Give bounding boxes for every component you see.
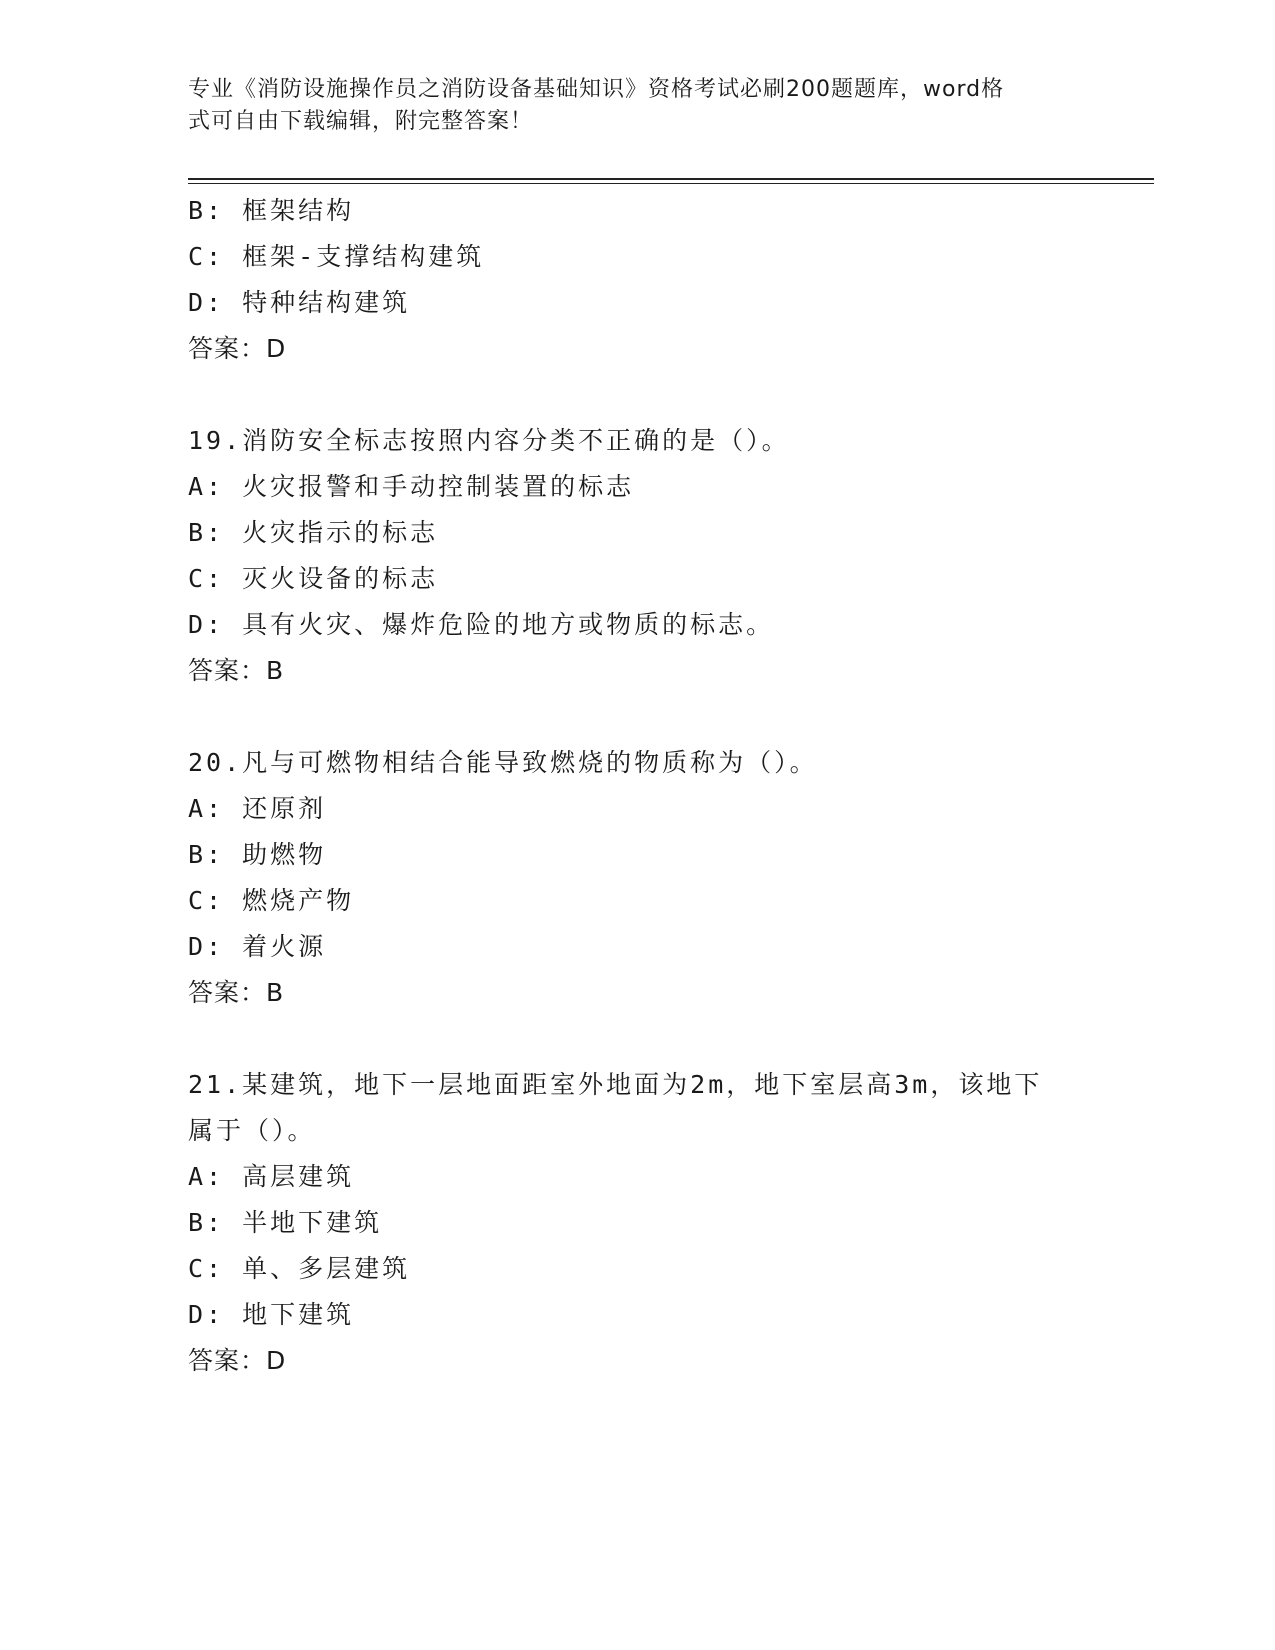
header-title-line-2: 式可自由下载编辑，附完整答案！ — [188, 109, 534, 134]
question-18-block — [188, 188, 1088, 372]
question-20-block — [188, 740, 1088, 1016]
q20-option-b: B: 助燃物 — [188, 840, 327, 869]
q19-option-b: B: 火灾指示的标志 — [188, 518, 439, 547]
q18-option-b: B: 框架结构 — [188, 196, 355, 225]
q21-answer: 答案：D — [188, 1346, 287, 1375]
q18-option-c: C: 框架-支撑结构建筑 — [188, 242, 485, 271]
header-divider-thin — [188, 183, 1154, 184]
q21-option-d: D: 地下建筑 — [188, 1300, 355, 1329]
q19-answer: 答案：B — [188, 656, 285, 685]
q20-answer: 答案：B — [188, 978, 285, 1007]
q19-option-d: D: 具有火灾、爆炸危险的地方或物质的标志。 — [188, 610, 775, 639]
question-list — [188, 188, 1088, 1384]
q20-question: 20.凡与可燃物相结合能导致燃烧的物质称为（）。 — [188, 748, 818, 777]
q20-option-d: D: 着火源 — [188, 932, 327, 961]
header-title-line-1: 专业《消防设施操作员之消防设备基础知识》资格考试必刷200题题库，word格 — [188, 77, 1005, 102]
q19-option-c: C: 灭火设备的标志 — [188, 564, 439, 593]
q20-option-a: A: 还原剂 — [188, 794, 327, 823]
q21-option-c: C: 单、多层建筑 — [188, 1254, 411, 1283]
spacer — [188, 372, 1088, 418]
question-19-block — [188, 418, 1088, 694]
q21-option-a: A: 高层建筑 — [188, 1162, 355, 1191]
q19-option-a: A: 火灾报警和手动控制装置的标志 — [188, 472, 635, 501]
question-21-block — [188, 1062, 1088, 1384]
q18-option-d: D: 特种结构建筑 — [188, 288, 411, 317]
spacer — [188, 1016, 1088, 1062]
header-divider-thick — [188, 178, 1154, 180]
q21-question-line-1: 21.某建筑，地下一层地面距室外地面为2m，地下室层高3m，该地下 — [188, 1070, 1043, 1099]
q21-question-line-2: 属于（）。 — [188, 1116, 316, 1145]
spacer — [188, 694, 1088, 740]
q18-answer: 答案：D — [188, 334, 287, 363]
q20-option-c: C: 燃烧产物 — [188, 886, 355, 915]
q21-option-b: B: 半地下建筑 — [188, 1208, 383, 1237]
document-header — [188, 74, 1068, 138]
q19-question: 19.消防安全标志按照内容分类不正确的是（）。 — [188, 426, 790, 455]
